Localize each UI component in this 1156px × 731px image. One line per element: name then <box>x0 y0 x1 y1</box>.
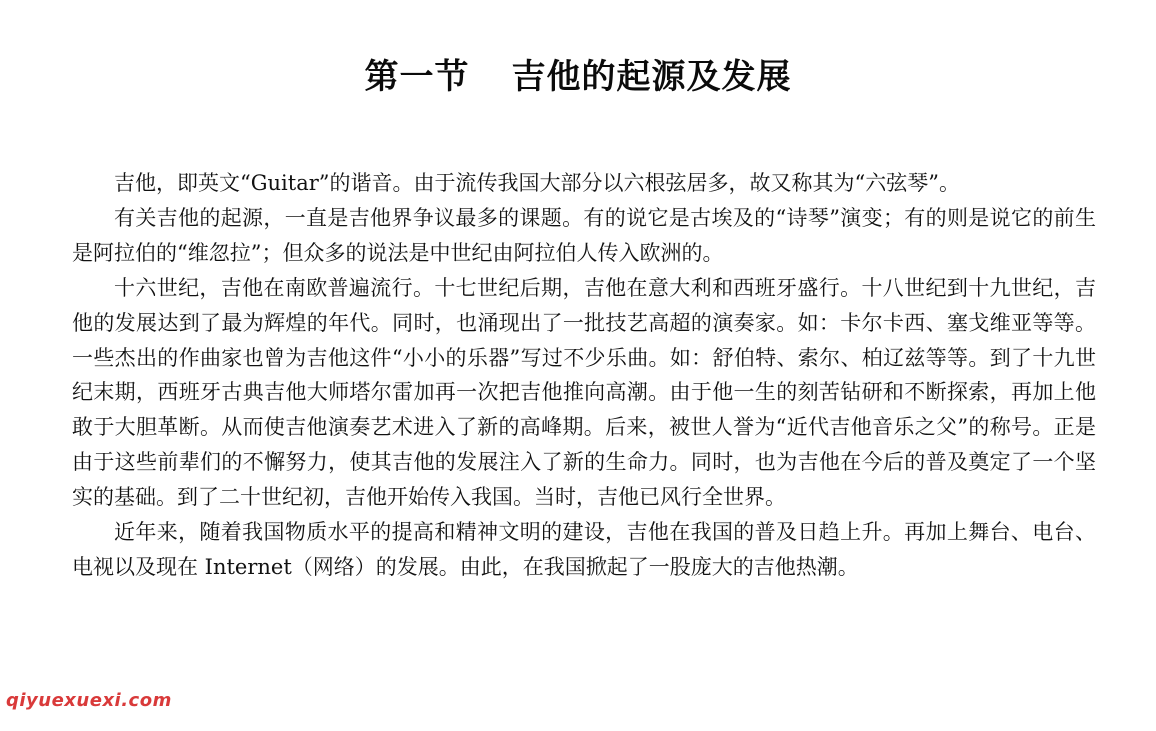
paragraph-2: 有关吉他的起源，一直是吉他界争议最多的课题。有的说它是古埃及的“诗琴”演变；有的则是说它的前生是阿拉伯的“维忽拉”；但众多的说法是中世纪由阿拉伯人传入欧洲的。 <box>72 205 1096 265</box>
body-text <box>72 166 1096 585</box>
paragraph-4: 近年来，随着我国物质水平的提高和精神文明的建设，吉他在我国的普及日趋上升。再加上舞台、电台、电视以及现在 Internet（网络）的发展。由此，在我国掀起了一股庞大的吉他热潮。 <box>72 520 1096 579</box>
paragraph-3: 十六世纪，吉他在南欧普遍流行。十七世纪后期，吉他在意大利和西班牙盛行。十八世纪到十九世纪，吉他的发展达到了最为辉煌的年代。同时，也涌现出了一批技艺高超的演奏家。如：卡尔卡西、塞戈维亚等等。一些杰出的作曲家也曾为吉他这件“小小的乐器”写过不少乐曲。如：舒伯特、索尔、柏辽兹等等。到了十九世纪末期，西班牙古典吉他大师塔尔雷加再一次把吉他推向高潮。由于他一生的刻苦钻研和不断探索，再加上他敢于大胆革断。从而使吉他演奏艺术进入了新的高峰期。后来，被世人誉为“近代吉他音乐之父”的称号。正是由于这些前辈们的不懈努力，使其吉他的发展注入了新的生命力。同时，也为吉他在今后的普及奠定了一个坚实的基础。到了二十世纪初，吉他开始传入我国。当时，吉他已风行全世界。 <box>72 275 1096 510</box>
section-heading <box>0 52 1156 102</box>
section-number: 第一节 <box>364 57 470 97</box>
site-watermark: qiyuexuexi.com <box>6 690 172 711</box>
paragraph-1: 吉他，即英文“Guitar”的谐音。由于流传我国大部分以六根弦居多，故又称其为“六弦琴”。 <box>114 171 960 195</box>
section-title: 吉他的起源及发展 <box>511 57 792 97</box>
